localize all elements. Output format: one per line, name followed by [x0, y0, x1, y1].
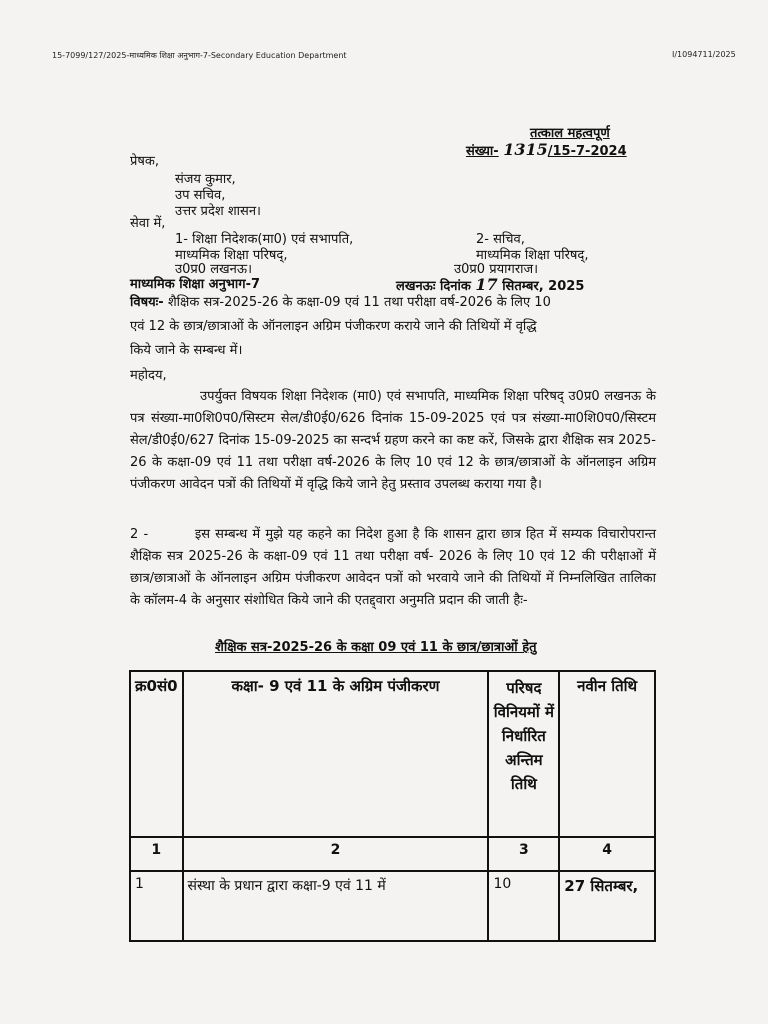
dateline-day-handwritten: 17 — [475, 275, 498, 294]
paragraph-2-text: इस सम्बन्ध में मुझे यह कहने का निदेश हुआ है कि शासन द्वारा छात्र हित में सम्यक विचारोपरान्त शैक्षिक सत्र 2025-26 के कक्षा-09 एवं 11 तथा परीक्षा वर्ष- 2026 के लिए 10 एवं 12 की परीक्षाओं में छात्र/छात्राओं के ऑनलाइन अग्रिम पंजीकरण आवेदन पत्रों को भरवाये जाने की तिथियों में निम्नलिखित तालिका के कॉलम-4 के अनुसार संशोधित किये जाने की एतद्द्वारा अनुमति प्रदान की जाती हैः- — [130, 527, 656, 608]
row-1-new-date: 27 सितम्बर, — [559, 871, 655, 941]
table-title: शैक्षिक सत्र-2025-26 के कक्षा 09 एवं 11 के छात्र/छात्राओं हेतु — [215, 640, 537, 655]
row-1-deadline: 10 — [488, 871, 559, 941]
table-column-numbers-row — [130, 837, 655, 871]
column-number-3: 3 — [488, 837, 559, 871]
header-new-date: नवीन तिथि — [559, 671, 655, 837]
subject — [130, 293, 656, 313]
receipt-number: I/1094711/2025 — [672, 50, 736, 59]
recipients-label: सेवा में, — [130, 216, 166, 231]
subject-text: शैक्षिक सत्र-2025-26 के कक्षा-09 एवं 11 तथा परीक्षा वर्ष-2026 के लिए 10 — [167, 295, 551, 310]
file-reference: 15-7099/127/2025-माध्यमिक शिक्षा अनुभाग-7-Secondary Education Department — [52, 51, 347, 60]
subject-line-3: किये जाने के सम्बन्ध में। — [130, 343, 243, 358]
priority-label: तत्काल महत्वपूर्ण — [530, 126, 610, 141]
table-header-row — [130, 671, 655, 837]
letter-number-prefix: संख्या- — [466, 144, 499, 159]
letter-number — [466, 140, 627, 162]
letter-number-date: /15-7-2024 — [547, 144, 627, 159]
registration-dates-table — [129, 670, 656, 942]
header-class-registration: कक्षा- 9 एवं 11 के अग्रिम पंजीकरण — [183, 671, 489, 837]
row-1-serial: 1 — [130, 871, 183, 941]
recipient-1-line-1: 1- शिक्षा निदेशक(मा0) एवं सभापति, — [175, 232, 354, 247]
header-serial-number: क्र0सं0 — [130, 671, 183, 837]
sender-label: प्रेषक, — [130, 154, 160, 169]
section-name: माध्यमिक शिक्षा अनुभाग-7 — [130, 277, 261, 292]
subject-label: विषयः- — [130, 295, 164, 310]
column-number-1: 1 — [130, 837, 183, 871]
paragraph-1-text: उपर्युक्त विषयक शिक्षा निदेशक (मा0) एवं सभापति, माध्यमिक शिक्षा परिषद् उ0प्र0 लखनऊ के पत्र संख्या-मा0शि0प0/सिस्टम सेल/डी0ई0/626 दिनांक 15-09-2025 एवं पत्र संख्या-मा0शि0प0/सिस्टम सेल/डी0ई0/627 दिनांक 15-09-2025 का सन्दर्भ ग्रहण करने का कष्ट करें, जिसके द्वारा शैक्षिक सत्र 2025-26 के कक्षा-09 एवं 11 तथा परीक्षा वर्ष-2026 के लिए 10 एवं 12 के छात्र/छात्राओं के ऑनलाइन अग्रिम पंजीकरण आवेदन पत्रों की तिथियों में वृद्धि किये जाने हेतु प्रस्ताव उपलब्ध कराया गया है। — [130, 389, 656, 492]
recipient-1-line-3: उ0प्र0 लखनऊ। — [175, 262, 252, 277]
paragraph-1 — [130, 386, 656, 496]
letter-number-handwritten: 1315 — [503, 140, 548, 159]
recipient-2-line-3: उ0प्र0 प्रयागराज। — [454, 262, 539, 277]
salutation: महोदय, — [130, 368, 167, 383]
column-number-4: 4 — [559, 837, 655, 871]
dateline-prefix: लखनऊः दिनांक — [396, 279, 471, 294]
table-row — [130, 871, 655, 941]
subject-line-2: एवं 12 के छात्र/छात्राओं के ऑनलाइन अग्रिम पंजीकरण कराये जाने की तिथियों में वृद्धि — [130, 319, 537, 334]
paragraph-2 — [130, 524, 656, 612]
sender-office: उत्तर प्रदेश शासन। — [175, 204, 261, 219]
recipient-1-line-2: माध्यमिक शिक्षा परिषद्, — [175, 248, 288, 263]
dateline-rest: सितम्बर, 2025 — [502, 279, 585, 294]
column-number-2: 2 — [183, 837, 489, 871]
paragraph-2-number: 2 - — [130, 527, 149, 542]
row-1-description: संस्था के प्रधान द्वारा कक्षा-9 एवं 11 में — [183, 871, 489, 941]
sender-designation: उप सचिव, — [175, 188, 226, 203]
recipient-2-line-2: माध्यमिक शिक्षा परिषद्, — [476, 248, 589, 263]
recipient-2-line-1: 2- सचिव, — [476, 232, 525, 247]
header-council-deadline: परिषद विनियमों में निर्धारित अन्तिम तिथि — [488, 671, 559, 837]
sender-name: संजय कुमार, — [175, 172, 236, 187]
paragraph-2-body — [130, 524, 656, 612]
